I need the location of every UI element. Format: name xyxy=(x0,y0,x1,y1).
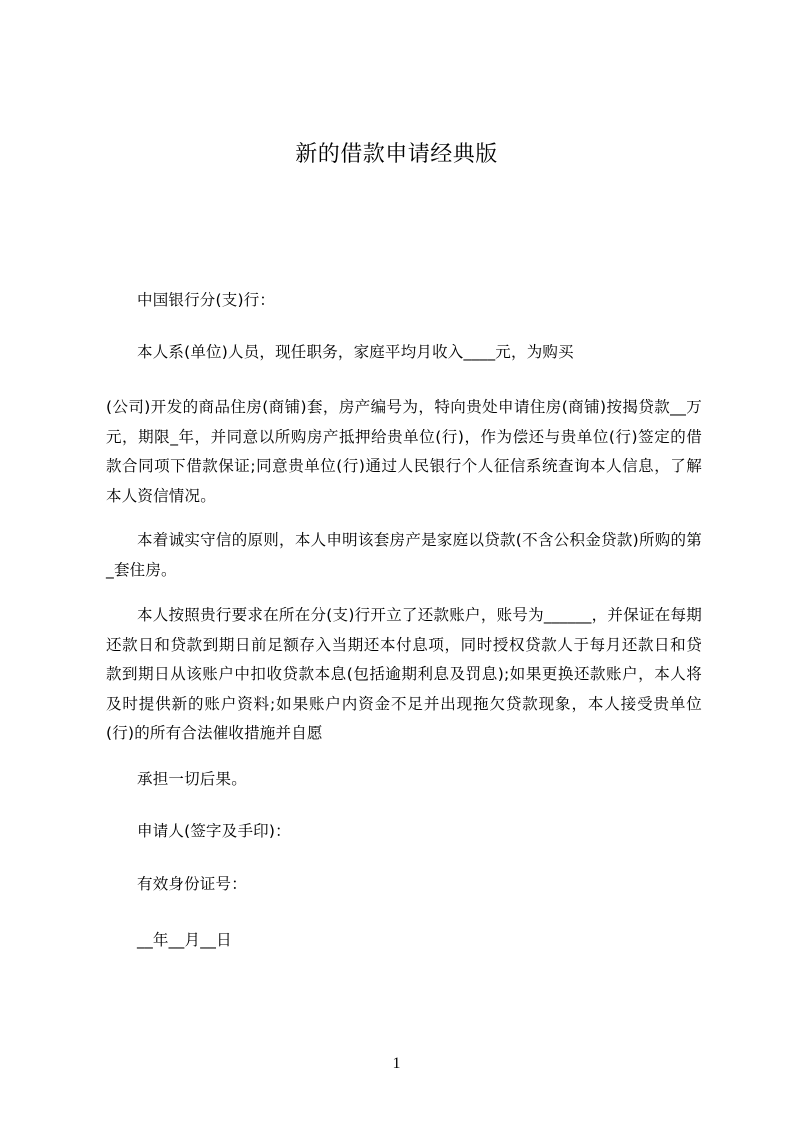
intro-paragraph: 本人系(单位)人员，现任职务，家庭平均月收入____元，为购买 xyxy=(137,343,574,361)
repayment-account-paragraph: 本人按照贵行要求在所在分(支)行开立了还款账户，账号为______，并保证在每期还款日和贷款到期日前足额存入当期还本付息项，同时授权贷款人于每月还款日和贷款到期日从该账户中扣收贷款本息(包括逾期利息及罚息);如果更换还款账户，本人将及时提供新的账户资料;如果账户内资金不足并出现拖欠贷款现象，本人接受贵单位(行)的所有合法催收措施并自愿 xyxy=(106,606,702,742)
loan-request-paragraph: (公司)开发的商品住房(商铺)套，房产编号为，特向贵处申请住房(商铺)按揭贷款__万元，期限_年，并同意以所购房产抵押给贵单位(行)，作为偿还与贵单位(行)签定的借款合同项下借款保证;同意贵单位(行)通过人民银行个人征信系统查询本人信息，了解本人资信情况。 xyxy=(106,398,702,505)
date-line: __年__月__日 xyxy=(137,931,232,949)
id-number-line: 有效身份证号： xyxy=(137,875,247,893)
consequence-line: 承担一切后果。 xyxy=(137,770,247,788)
page-number: 1 xyxy=(392,1055,401,1072)
good-faith-paragraph: 本着诚实守信的原则，本人申明该套房产是家庭以贷款(不含公积金贷款)所购的第_套住房。 xyxy=(106,531,702,579)
addressee-line: 中国银行分(支)行： xyxy=(137,291,276,309)
document-title: 新的借款申请经典版 xyxy=(295,142,498,167)
applicant-signature-line: 申请人(签字及手印)： xyxy=(137,822,291,840)
